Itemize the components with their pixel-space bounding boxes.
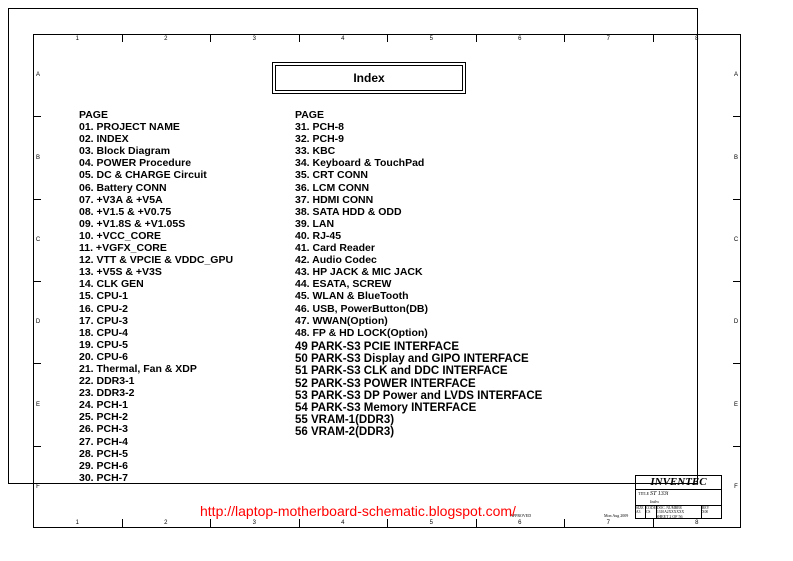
left-index-item: 26. PCH-3 (79, 423, 129, 436)
left-heading: PAGE (79, 109, 108, 121)
row-marker-left: F (36, 483, 40, 490)
right-index-item: 37. HDMI CONN (295, 193, 374, 206)
index-title-box (272, 62, 466, 94)
column-marker-top: 2 (164, 36, 168, 42)
rev-cell (701, 506, 722, 519)
column-marker-bottom: 4 (341, 520, 345, 526)
column-divider (210, 34, 211, 42)
right-index-item: 35. CRT CONN (295, 169, 368, 182)
row-marker-right: A (733, 72, 738, 79)
column-divider (122, 519, 123, 527)
left-index-item: 07. +V3A & +V5A (79, 193, 163, 206)
source-url-watermark: http://laptop-motherboard-schematic.blogspot.com/ (200, 503, 516, 519)
left-index-item: 09. +V1.8S & +V1.05S (79, 217, 186, 230)
row-marker-left: B (35, 154, 40, 161)
column-marker-top: 5 (429, 36, 433, 42)
right-index-item: 43. HP JACK & MIC JACK (295, 266, 423, 279)
row-marker-right: F (734, 483, 738, 490)
column-marker-bottom: 1 (75, 520, 79, 526)
left-index-item: 17. CPU-3 (79, 314, 129, 327)
approved-label: APPROVED (510, 513, 532, 518)
right-index-item: 39. LAN (295, 217, 335, 230)
left-index-item: 27. PCH-4 (79, 435, 129, 448)
size-cell (636, 506, 645, 519)
right-index-bold-item: 55 VRAM-1(DDR3) (295, 414, 395, 427)
column-divider (387, 519, 388, 527)
row-marker-left: A (35, 72, 40, 79)
rev-label: REV (702, 506, 710, 510)
right-index-item: 47. WWAN(Option) (295, 314, 388, 327)
left-index-item: 28. PCH-5 (79, 447, 129, 460)
column-divider (299, 519, 300, 527)
right-index-bold-item: 56 VRAM-2(DDR3) (295, 426, 395, 439)
column-divider (653, 519, 654, 527)
left-index-item: 25. PCH-2 (79, 411, 129, 424)
right-index-item: 40. RJ-45 (295, 229, 342, 242)
left-index-item: 12. VTT & VPCIE & VDDC_GPU (79, 254, 234, 267)
page-title: Index (275, 65, 463, 91)
left-index-item: 01. PROJECT NAME (79, 121, 180, 134)
row-divider (733, 116, 741, 117)
left-index-item: 19. CPU-5 (79, 338, 129, 351)
right-index-bold-item: 49 PARK-S3 PCIE INTERFACE (295, 341, 460, 353)
left-index-item: 24. PCH-1 (79, 399, 129, 412)
right-index-item: 33. KBC (295, 145, 336, 158)
rev-value: X00 (702, 510, 709, 514)
row-marker-right: D (733, 319, 739, 326)
sheet-label: SHEET (656, 514, 669, 519)
left-index-item: 29. PCH-6 (79, 459, 129, 472)
column-marker-bottom: 8 (695, 520, 699, 526)
project-title: ST 133i (650, 491, 669, 497)
left-index-item: 15. CPU-1 (79, 290, 129, 303)
column-divider (299, 34, 300, 42)
left-index-item: 18. CPU-4 (79, 326, 129, 339)
column-marker-top: 3 (252, 36, 256, 42)
company-name: INVENTEC (636, 476, 721, 490)
left-index-item: 08. +V1.5 & +V0.75 (79, 205, 172, 218)
row-divider (733, 199, 741, 200)
column-marker-bottom: 6 (518, 520, 522, 526)
title-block (635, 475, 722, 519)
right-index-item: 45. WLAN & BlueTooth (295, 290, 409, 303)
row-divider (733, 281, 741, 282)
column-divider (210, 519, 211, 527)
row-divider (33, 281, 41, 282)
left-index-item: 30. PCH-7 (79, 471, 129, 484)
sheet-value: 2 (669, 514, 672, 519)
left-index-item: 04. POWER Procedure (79, 157, 192, 170)
doc-label: DOC. NUMBER (657, 506, 682, 510)
left-index-item: 22. DDR3-1 (79, 375, 135, 388)
left-index-item: 23. DDR3-2 (79, 387, 135, 400)
right-index-bold-item: 50 PARK-S3 Display and GIPO INTERFACE (295, 353, 529, 366)
left-index-item: 10. +VCC_CORE (79, 229, 161, 242)
row-divider (33, 363, 41, 364)
sheet-subtitle: Index (650, 499, 659, 504)
title-label: TITLE (638, 491, 650, 496)
right-index-bold-item: 53 PARK-S3 DP Power and LVDS INTERFACE (295, 389, 543, 402)
column-marker-top: 4 (341, 36, 345, 42)
doc-value: 1310A2XXXXXX (657, 510, 685, 514)
left-index-item: 06. Battery CONN (79, 181, 167, 194)
code-value: CS (646, 510, 651, 514)
right-index-item: 32. PCH-9 (295, 133, 345, 146)
left-index-item: 21. Thermal, Fan & XDP (79, 362, 197, 375)
row-marker-left: E (35, 401, 40, 408)
column-divider (387, 34, 388, 42)
right-index-item: 36. LCM CONN (295, 181, 370, 194)
right-index-item: 46. USB, PowerButton(DB) (295, 302, 429, 315)
column-divider (564, 34, 565, 42)
column-marker-top: 8 (695, 36, 699, 42)
left-index-item: 16. CPU-2 (79, 302, 129, 315)
right-index-item: 41. Card Reader (295, 242, 375, 255)
right-index-bold-item: 54 PARK-S3 Memory INTERFACE (295, 401, 477, 414)
row-divider (33, 116, 41, 117)
right-index-column (295, 109, 429, 339)
row-divider (733, 363, 741, 364)
right-index-item: 38. SATA HDD & ODD (295, 205, 402, 218)
column-marker-top: 6 (518, 36, 522, 42)
code-label: CODE (646, 506, 656, 510)
left-index-item: 14. CLK GEN (79, 278, 144, 291)
left-index-item: 13. +V5S & +V3S (79, 266, 162, 279)
left-index-item: 03. Block Diagram (79, 145, 171, 158)
column-divider (564, 519, 565, 527)
right-index-item: 34. Keyboard & TouchPad (295, 157, 425, 170)
row-divider (33, 446, 41, 447)
right-index-item: 31. PCH-8 (295, 121, 345, 134)
column-divider (122, 34, 123, 42)
left-index-column (79, 109, 234, 484)
size-label: SIZE (636, 506, 644, 510)
right-index-bold-item: 51 PARK-S3 CLK and DDC INTERFACE (295, 365, 508, 378)
right-heading: PAGE (295, 109, 324, 121)
row-divider (733, 446, 741, 447)
left-index-item: 20. CPU-6 (79, 350, 129, 363)
right-index-bold-item: 52 PARK-S3 POWER INTERFACE (295, 377, 476, 390)
column-marker-top: 7 (606, 36, 610, 42)
row-marker-left: C (35, 236, 41, 243)
row-marker-left: D (35, 319, 41, 326)
column-divider (653, 34, 654, 42)
row-marker-right: C (733, 236, 739, 243)
column-marker-bottom: 5 (429, 520, 433, 526)
of-value: 56 (678, 514, 683, 519)
right-index-bold-column (295, 341, 543, 439)
code-cell (645, 506, 656, 519)
right-index-item: 44. ESATA, SCREW (295, 278, 392, 291)
date-label: Mon Aug 2009 (604, 513, 629, 518)
column-divider (476, 34, 477, 42)
column-marker-bottom: 3 (252, 520, 256, 526)
column-marker-bottom: 7 (606, 520, 610, 526)
column-marker-bottom: 2 (164, 520, 168, 526)
column-divider (476, 519, 477, 527)
sheet-info (656, 514, 683, 519)
left-index-item: 05. DC & CHARGE Circuit (79, 169, 207, 182)
row-marker-right: B (733, 154, 738, 161)
right-index-item: 48. FP & HD LOCK(Option) (295, 326, 428, 339)
right-index-item: 42. Audio Codec (295, 254, 377, 267)
left-index-item: 11. +VGFX_CORE (79, 242, 167, 255)
row-marker-right: E (733, 401, 738, 408)
row-divider (33, 199, 41, 200)
of-label: OF (672, 514, 678, 519)
left-index-item: 02. INDEX (79, 133, 129, 146)
size-value: A3 (636, 510, 641, 514)
column-marker-top: 1 (75, 36, 79, 42)
